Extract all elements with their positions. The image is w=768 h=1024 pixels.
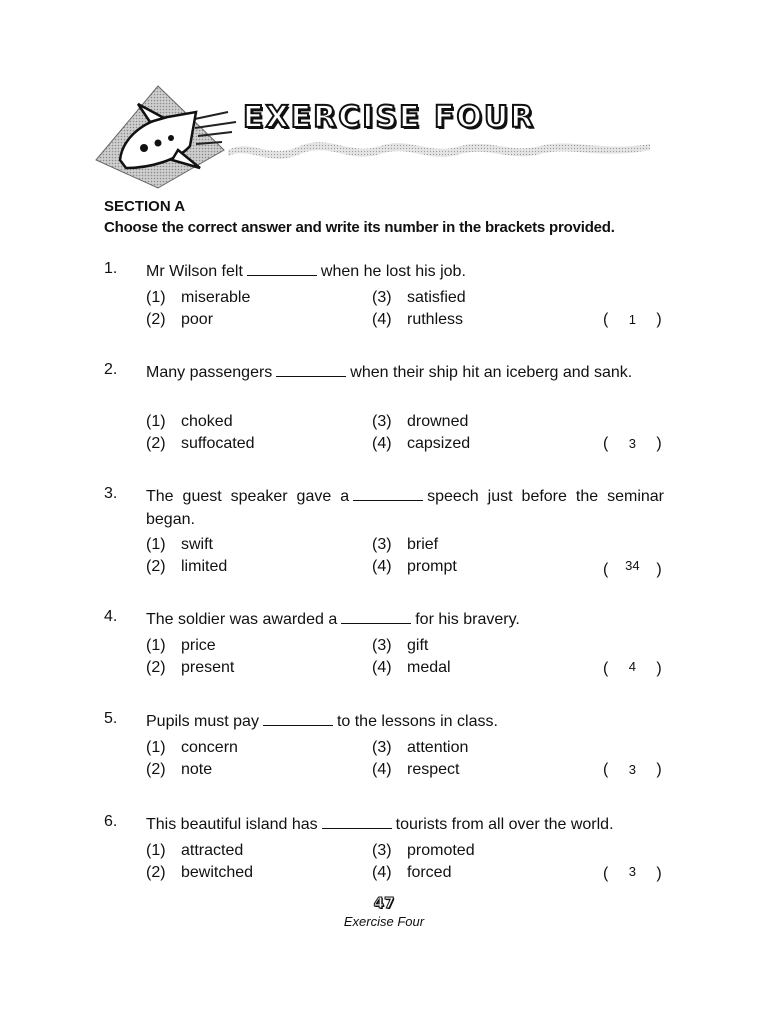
answer-value: 3: [628, 864, 636, 879]
answer-blank: [353, 488, 423, 501]
answer-bracket[interactable]: ( 3 ): [603, 761, 662, 778]
option-number: (3): [372, 637, 392, 654]
option-2: [146, 864, 253, 882]
option-number: (1): [146, 637, 166, 654]
question-text-before: Pupils must pay: [146, 713, 259, 730]
option-number: (2): [146, 558, 166, 575]
option-number: (2): [146, 761, 166, 778]
option-1: [146, 536, 213, 554]
answer-bracket[interactable]: ( 1 ): [603, 311, 662, 328]
question-text: [146, 813, 664, 836]
question-text: [146, 608, 664, 631]
question-text-after: speech just before the seminar began.: [146, 488, 664, 528]
option-number: (1): [146, 842, 166, 859]
answer-blank: [263, 713, 333, 726]
section-title: SECTION A: [104, 198, 186, 215]
option-1: [146, 739, 238, 757]
option-label: prompt: [407, 558, 457, 575]
page-number: 47: [373, 894, 395, 912]
option-number: (2): [146, 435, 166, 452]
option-label: attracted: [181, 842, 244, 859]
option-label: swift: [181, 536, 213, 553]
answer-bracket[interactable]: ( 3 ): [603, 435, 662, 452]
option-label: attention: [407, 739, 469, 756]
option-label: choked: [181, 413, 233, 430]
option-number: (3): [372, 289, 392, 306]
option-2: [146, 311, 213, 329]
answer-value: 34: [625, 558, 640, 573]
question-number: 1.: [104, 260, 118, 277]
answer-blank: [276, 364, 346, 377]
option-1: [146, 413, 233, 431]
option-number: (4): [372, 558, 392, 575]
question-text-before: The guest speaker gave a: [146, 488, 350, 505]
option-number: (3): [372, 739, 392, 756]
option-number: (2): [146, 864, 166, 881]
question-text-before: The soldier was awarded a: [146, 611, 338, 628]
question-text: [146, 361, 664, 384]
question-number: 3.: [104, 485, 118, 502]
answer-value: 3: [628, 436, 636, 451]
option-3: [372, 842, 475, 860]
option-label: limited: [181, 558, 228, 575]
question-text-after: tourists from all over the world.: [395, 816, 614, 833]
option-label: respect: [407, 761, 460, 778]
exercise-title: EXERCISE FOUR: [243, 100, 536, 135]
question-number: 5.: [104, 710, 118, 727]
question-text-before: Many passengers: [146, 364, 273, 381]
answer-value: 4: [628, 659, 636, 674]
question-text-after: when their ship hit an iceberg and sank.: [350, 364, 633, 381]
question-text-after: to the lessons in class.: [336, 713, 498, 730]
option-number: (1): [146, 536, 166, 553]
question-number: 4.: [104, 608, 118, 625]
question-text: [146, 710, 664, 733]
option-2: [146, 659, 234, 677]
question-text-before: This beautiful island has: [146, 816, 318, 833]
option-number: (4): [372, 659, 392, 676]
option-number: (1): [146, 739, 166, 756]
question-text: [146, 485, 664, 531]
option-number: (4): [372, 311, 392, 328]
option-label: brief: [407, 536, 439, 553]
option-number: (4): [372, 435, 392, 452]
question-text: [146, 260, 664, 283]
option-number: (3): [372, 536, 392, 553]
question-text-before: Mr Wilson felt: [146, 263, 243, 280]
option-3: [372, 289, 466, 307]
option-3: [372, 536, 438, 554]
option-label: note: [181, 761, 213, 778]
question-text-after: for his bravery.: [415, 611, 520, 628]
option-3: [372, 413, 468, 431]
option-4: [372, 761, 459, 779]
option-number: (3): [372, 842, 392, 859]
option-label: suffocated: [181, 435, 255, 452]
option-label: gift: [407, 637, 429, 654]
answer-bracket[interactable]: ( 4 ): [603, 659, 662, 677]
option-number: (1): [146, 289, 166, 306]
option-label: poor: [181, 311, 214, 328]
option-label: present: [181, 659, 235, 676]
answer-bracket[interactable]: ( 34 ): [603, 558, 662, 578]
option-label: bewitched: [181, 864, 254, 881]
option-4: [372, 435, 470, 453]
option-3: [372, 739, 468, 757]
section-instruction: Choose the correct answer and write its number in the brackets provided.: [104, 219, 615, 236]
question-number: 2.: [104, 361, 118, 378]
option-label: price: [181, 637, 216, 654]
footer-label: Exercise Four: [343, 914, 425, 929]
option-label: concern: [181, 739, 238, 756]
option-label: miserable: [181, 289, 251, 306]
option-label: ruthless: [407, 311, 464, 328]
option-label: capsized: [407, 435, 471, 452]
answer-value: 3: [628, 762, 636, 777]
option-number: (1): [146, 413, 166, 430]
option-number: (2): [146, 311, 166, 328]
option-4: [372, 659, 451, 677]
option-4: [372, 864, 451, 882]
option-1: [146, 842, 243, 860]
option-label: forced: [407, 864, 452, 881]
option-number: (4): [372, 761, 392, 778]
option-number: (3): [372, 413, 392, 430]
answer-value: 1: [628, 312, 636, 327]
rocket-illustration: [0, 0, 768, 190]
option-4: [372, 311, 463, 329]
option-number: (2): [146, 659, 166, 676]
question-text-after: when he lost his job.: [320, 263, 466, 280]
answer-bracket[interactable]: ( 3 ): [603, 864, 662, 882]
option-1: [146, 289, 250, 307]
section-heading: [104, 198, 615, 236]
wavy-underline-icon: [228, 142, 650, 159]
answer-blank: [247, 263, 317, 276]
option-label: medal: [407, 659, 451, 676]
option-3: [372, 637, 428, 655]
answer-blank: [322, 816, 392, 829]
option-1: [146, 637, 216, 655]
exercise-header: [0, 0, 768, 190]
answer-blank: [341, 611, 411, 624]
option-label: satisfied: [407, 289, 466, 306]
option-2: [146, 435, 255, 453]
option-label: drowned: [407, 413, 469, 430]
option-number: (4): [372, 864, 392, 881]
option-2: [146, 761, 212, 779]
option-4: [372, 558, 457, 576]
question-number: 6.: [104, 813, 118, 830]
option-label: promoted: [407, 842, 475, 859]
option-2: [146, 558, 227, 576]
